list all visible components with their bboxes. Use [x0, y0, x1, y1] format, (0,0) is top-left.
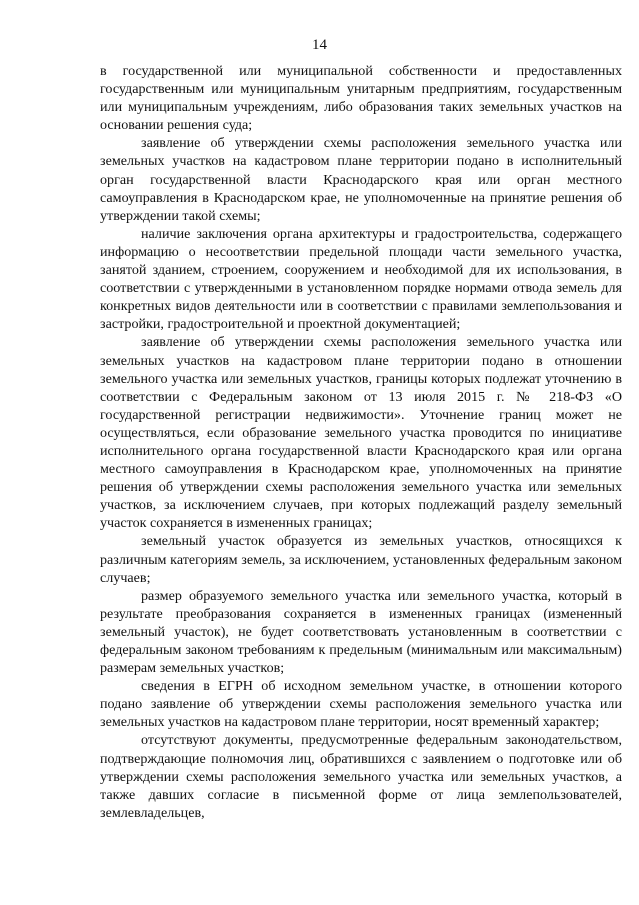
- paragraph-scheme-wrong-authority: заявление об утверждении схемы расположения земельного участка или земельных участков на кадастровом плане территории подано в исполнительный орган государственной власти Краснодарского края или орган местного самоуправления в Краснодарском крае, не уполномоченные на принятие решения об утверждении такой схемы;: [100, 135, 622, 224]
- paragraph-boundary-clarification: заявление об утверждении схемы расположения земельного участка или земельных участков на кадастровом плане территории подано в отношении земельного участка или земельных участков, границы которых подлежат уточнению в соответствии с Федеральным законом от 13 июля 2015 г. № 218-ФЗ «О государственной регистрации недвижимости». Уточнение границ может не осуществляться, если образование земельного участка проводится по инициативе исполнительного органа государственной власти Краснодарского края или органа местного самоуправления в Краснодарском крае, уполномоченных на принятие решения об утверждении схемы расположения земельного участка или земельных участков, за исключением случаев, при которых подлежащий разделу земельный участок сохраняется в измененных границах;: [100, 334, 622, 532]
- paragraph-architecture-conclusion: наличие заключения органа архитектуры и градостроительства, содержащего информацию о несоответствии предельной площади части земельного участка, занятой зданием, строением, сооружением и необходимой для их использования, в соответствии с утвержденными в установленном порядке нормами отвода земель для конкретных видов деятельности или в соответствии с правилами землепользования и застройки, градостроительной и проектной документацией;: [100, 225, 622, 333]
- paragraph-egrn-temporary: сведения в ЕГРН об исходном земельном участке, в отношении которого подано заявление об утверждении схемы расположения земельного участка или земельных участков на кадастровом плане территории, носят временный характер;: [100, 678, 622, 731]
- page-number: 14: [312, 37, 327, 53]
- paragraph-missing-documents: отсутствуют документы, предусмотренные федеральным законодательством, подтверждающие полномочия лиц, обратившихся с заявлением о подготовке или об утверждении схемы расположения земельного участка или земельных участков, а также давших согласие в письменной форме от лица землепользователей, землевладельцев,: [100, 732, 622, 821]
- paragraph-continuation: в государственной или муниципальной собственности и предоставленных государственным или муниципальным унитарным предприятиям, государственным или муниципальным учреждениям, либо образования таких земельных участков на основании решения суда;: [100, 63, 622, 134]
- paragraph-plot-size: размер образуемого земельного участка или земельного участка, который в результате преобразования сохраняется в измененных границах (измененный земельный участок), не будет соответствовать установленным в соответствии с федеральным законом требованиям к предельным (минимальным или максимальным) размерам земельных участков;: [100, 587, 622, 677]
- paragraph-land-categories: земельный участок образуется из земельных участков, относящихся к различным категориям земель, за исключением, установленных федеральным законом случаев;: [100, 533, 622, 586]
- document-body: [100, 62, 622, 822]
